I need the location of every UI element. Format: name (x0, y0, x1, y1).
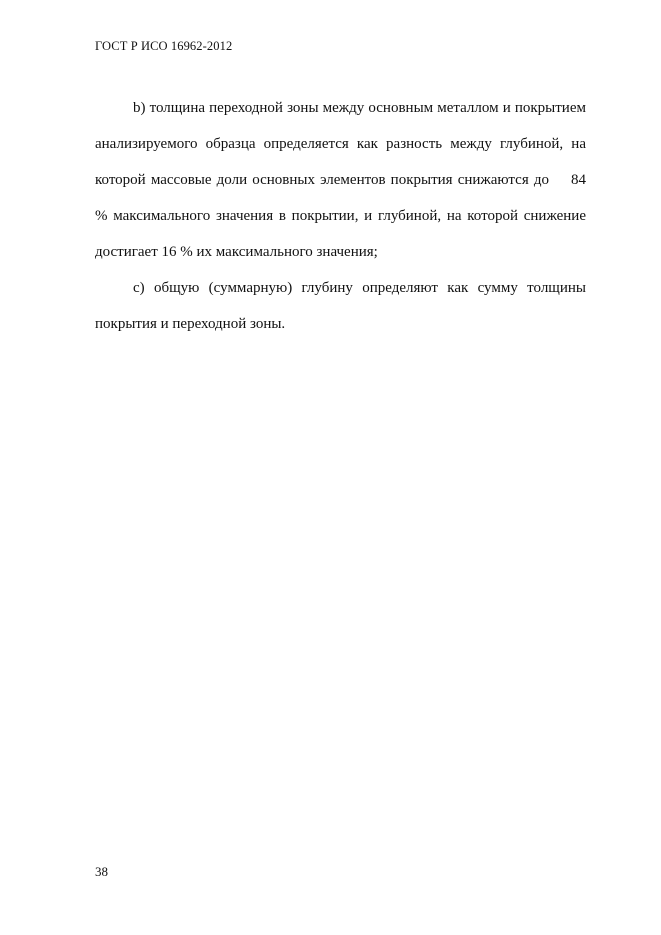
standard-code: ГОСТ Р ИСО 16962-2012 (95, 39, 233, 53)
document-header (95, 39, 232, 54)
paragraph-b-text-2: 84 % максимального значения в покрытии, и глубиной, на которой снижение достигает 16 % их максимального значения; (95, 172, 586, 260)
paragraph-c (95, 270, 586, 342)
paragraph-b-text-1: b) толщина переходной зоны между основным металлом и покрытием анализируемого образца определяется как разность между глубиной, на которой массовые доли основных элементов покрытия снижаются до (95, 100, 586, 188)
paragraph-b (95, 90, 586, 270)
document-body (95, 90, 586, 342)
page-number: 38 (95, 864, 108, 879)
paragraph-c-text: c) общую (суммарную) глубину определяют как сумму толщины покрытия и переходной зоны. (95, 280, 586, 332)
